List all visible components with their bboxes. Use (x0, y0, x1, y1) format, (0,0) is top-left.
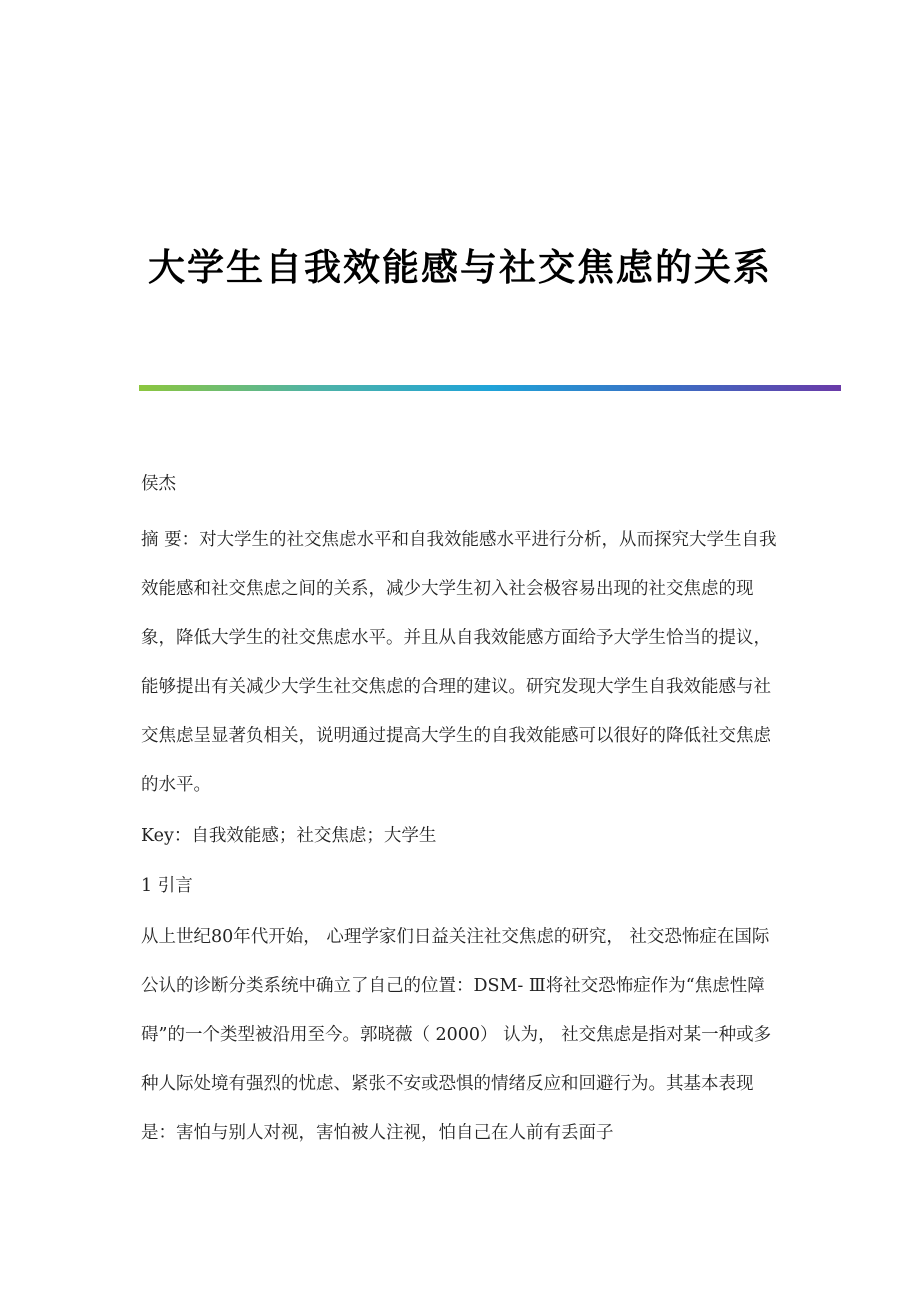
author-name: 侯杰 (141, 474, 176, 494)
abstract-paragraph: 摘 要：对大学生的社交焦虑水平和自我效能感水平进行分析，从而探究大学生自我效能感和社交焦虑之间的关系，减少大学生初入社会极容易出现的社交焦虑的现象，降低大学生的社交焦虑水平。并且从自我效能感方面给予大学生恰当的提议，能够提出有关减少大学生社交焦虑的合理的建议。研究发现大学生自我效能感与社交焦虑呈显著负相关，说明通过提高大学生的自我效能感可以很好的降低社交焦虑的水平。 (141, 530, 777, 795)
keywords-line: Key：自我效能感；社交焦虑；大学生 (141, 826, 437, 846)
title-divider (139, 385, 841, 391)
intro-paragraph: 从上世纪80年代开始， 心理学家们日益关注社交焦虑的研究， 社交恐怖症在国际公认的诊断分类系统中确立了自己的位置：DSM- Ⅲ将社交恐怖症作为“焦虑性障碍”的一个类型被沿用至今。郭晓薇（ 2000） 认为， 社交焦虑是指对某一种或多种人际处境有强烈的忧虑、紧张不安或恐惧的情绪反应和回避行为。其基本表现是：害怕与别人对视，害怕被人注视，怕自己在人前有丢面子 (141, 927, 772, 1143)
section-heading: 1 引言 (141, 876, 193, 896)
document-title: 大学生自我效能感与社交焦虑的关系 (148, 244, 772, 289)
